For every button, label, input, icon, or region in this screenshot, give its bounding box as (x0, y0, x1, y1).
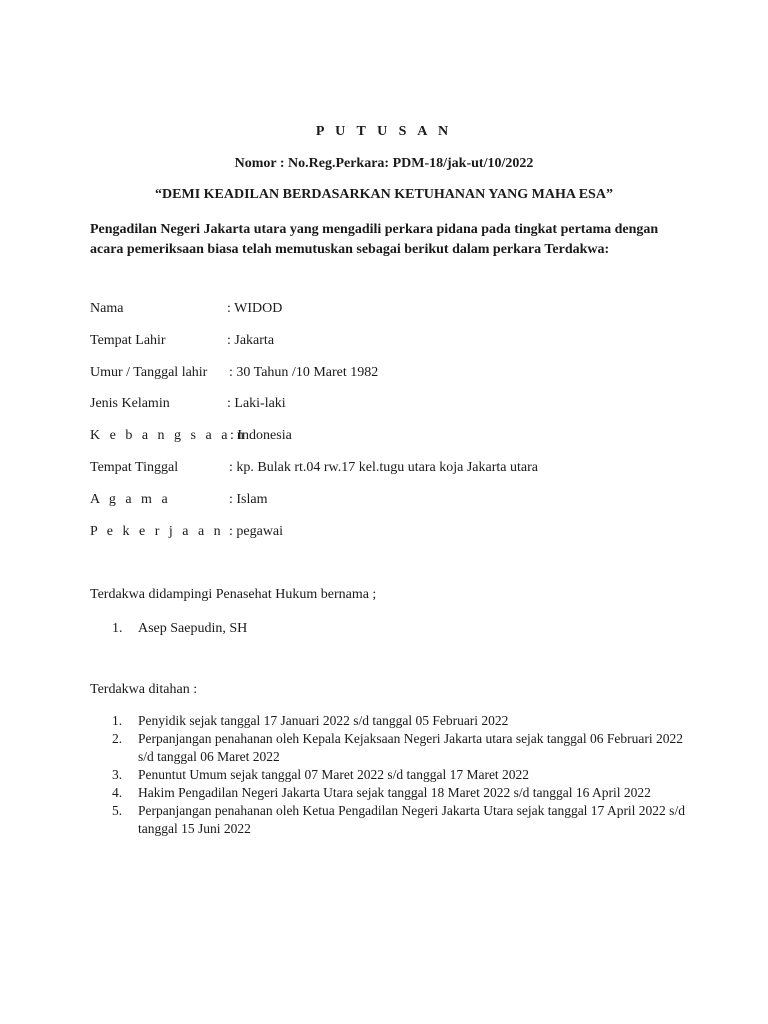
list-number: 2. (112, 731, 123, 746)
case-number: Nomor : No.Reg.Perkara: PDM-18/jak-ut/10/2022 (234, 156, 534, 171)
list-item (90, 802, 690, 838)
field-label: Tempat Lahir (90, 333, 166, 348)
intro-paragraph: Pengadilan Negeri Jakarta utara yang mengadili perkara pidana pada tingkat pertama dengan acara pemeriksaan biasa telah memutuskan sebagai berikut dalam perkara Terdakwa: (90, 222, 659, 257)
list-item (90, 620, 690, 638)
list-item (90, 712, 690, 730)
field-value: : pegawai (229, 524, 284, 539)
field-label: P e k e r j a a n (90, 524, 224, 539)
field-value: : kp. Bulak rt.04 rw.17 kel.tugu utara koja Jakarta utara (229, 460, 538, 475)
list-item (90, 766, 690, 784)
field-label: Umur / Tanggal lahir (90, 365, 208, 380)
court-motto: “DEMI KEADILAN BERDASARKAN KETUHANAN YANG MAHA ESA” (155, 187, 613, 202)
list-number: 1. (112, 621, 123, 636)
field-label: Jenis Kelamin (90, 396, 170, 411)
list-number: 1. (112, 713, 123, 728)
field-label: Nama (90, 301, 124, 316)
list-text: Perpanjangan penahanan oleh Kepala Kejaksaan Negeri Jakarta utara sejak tanggal 06 Februari 2022 s/d tanggal 06 Maret 2022 (138, 731, 684, 764)
list-text: Penuntut Umum sejak tanggal 07 Maret 2022 s/d tanggal 17 Maret 2022 (138, 767, 530, 782)
list-item (90, 730, 690, 766)
list-text: Perpanjangan penahanan oleh Ketua Pengadilan Negeri Jakarta Utara sejak tanggal 17 April 2022 s/d tanggal 15 Juni 2022 (138, 803, 685, 836)
list-text: Hakim Pengadilan Negeri Jakarta Utara sejak tanggal 18 Maret 2022 s/d tanggal 16 April 2022 (138, 785, 651, 800)
field-value: : 30 Tahun /10 Maret 1982 (229, 365, 379, 380)
list-number: 3. (112, 767, 123, 782)
field-label: A g a m a (90, 492, 171, 507)
field-value: : Jakarta (227, 333, 275, 348)
field-value: : Laki-laki (227, 396, 286, 411)
list-number: 5. (112, 803, 123, 818)
counsel-intro: Terdakwa didampingi Penasehat Hukum bernama ; (90, 587, 377, 602)
list-number: 4. (112, 785, 123, 800)
detention-list (90, 712, 690, 838)
field-value: : Islam (229, 492, 268, 507)
field-value: : Indonesia (230, 428, 292, 443)
list-text: Asep Saepudin, SH (138, 621, 248, 636)
list-text: Penyidik sejak tanggal 17 Januari 2022 s/d tanggal 05 Februari 2022 (138, 713, 509, 728)
field-value: : WIDOD (227, 301, 283, 316)
counsel-list (90, 620, 690, 638)
document-title: P U T U S A N (315, 124, 453, 139)
list-item (90, 784, 690, 802)
detention-intro: Terdakwa ditahan : (90, 682, 198, 697)
field-label: Tempat Tinggal (90, 460, 179, 475)
field-label: K e b a n g s a a n (90, 428, 247, 443)
